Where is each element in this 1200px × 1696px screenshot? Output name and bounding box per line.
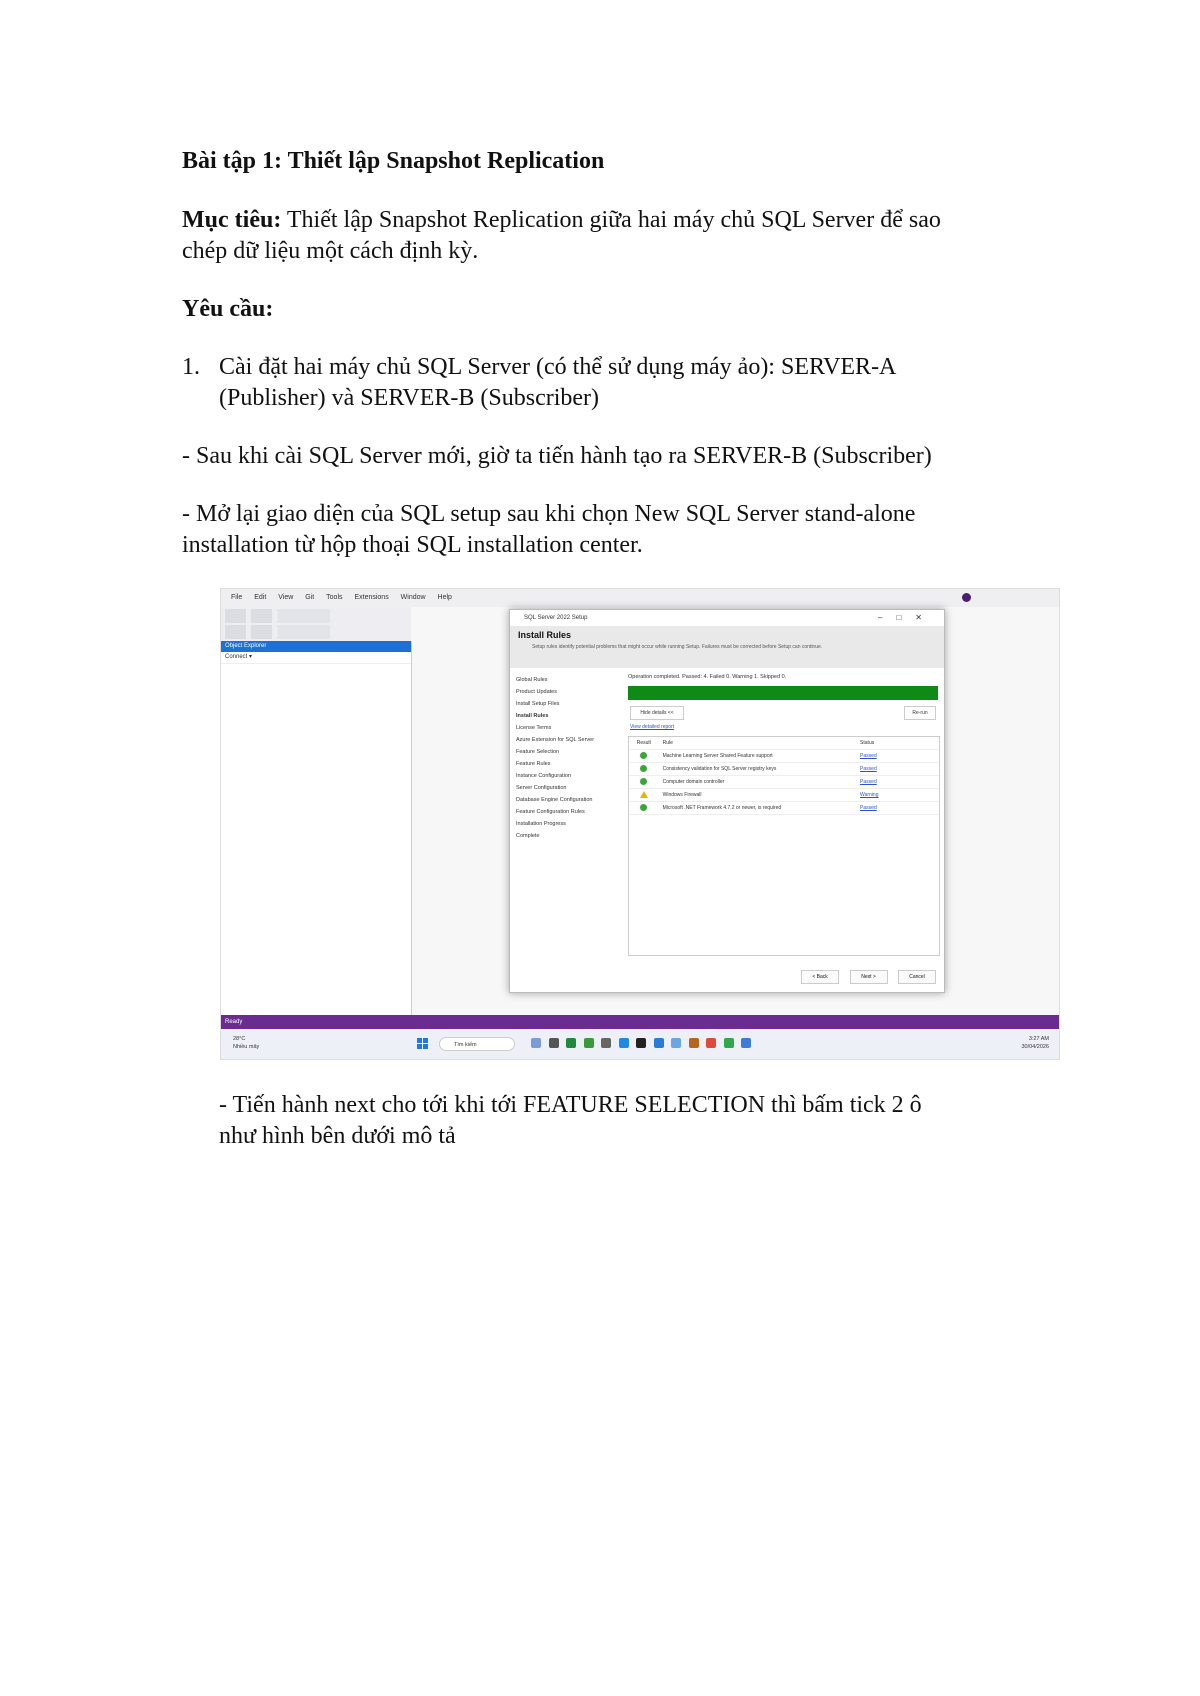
- table-row[interactable]: [629, 750, 939, 763]
- app-icon[interactable]: [724, 1038, 734, 1048]
- check-icon: [640, 752, 647, 759]
- step-item[interactable]: Azure Extension for SQL Server: [516, 737, 595, 743]
- table-row[interactable]: [629, 789, 939, 802]
- rule-status-link[interactable]: Warning: [860, 792, 879, 798]
- window-controls[interactable]: –□✕: [878, 613, 936, 622]
- view-report-link[interactable]: View detailed report: [630, 724, 675, 730]
- step-item[interactable]: Install Setup Files: [516, 701, 560, 707]
- weather-desc: Nhiều mây: [233, 1044, 260, 1050]
- avatar[interactable]: [962, 593, 971, 602]
- taskbar-clock[interactable]: [1021, 1035, 1049, 1051]
- cancel-button[interactable]: Cancel: [898, 970, 936, 984]
- hide-details-button[interactable]: Hide details <<: [630, 706, 684, 720]
- menu-item[interactable]: Tools: [326, 594, 343, 601]
- step-item[interactable]: Instance Configuration: [516, 773, 572, 779]
- list-number: 1.: [182, 354, 200, 380]
- menu-item[interactable]: Git: [305, 594, 315, 601]
- rule-status-link[interactable]: Passed: [860, 766, 877, 772]
- app-icon[interactable]: [689, 1038, 699, 1048]
- dialog-description: Setup rules identify potential problems that might occur while running Setup. Failures must be corrected before Setup can continue.: [532, 644, 823, 650]
- step-item[interactable]: License Terms: [516, 725, 552, 731]
- dialog-header: [510, 626, 944, 668]
- list-item-1-text: Cài đặt hai máy chủ SQL Server (có thể sử dụng máy ảo): SERVER-A: [219, 354, 897, 380]
- warning-icon: [640, 791, 648, 798]
- step-item[interactable]: Server Configuration: [516, 785, 567, 791]
- weather-temp: 28°C: [233, 1036, 246, 1042]
- step-item[interactable]: Complete: [516, 833, 540, 839]
- step-item-active[interactable]: Install Rules: [516, 713, 549, 719]
- objective-label: Mục tiêu:: [182, 207, 282, 233]
- objective-text-1: Thiết lập Snapshot Replication giữa hai máy chủ SQL Server để sao: [281, 207, 941, 233]
- col-result: Result: [636, 740, 651, 746]
- clock-date: 30/04/2026: [1021, 1044, 1049, 1050]
- requirements-label: Yêu cầu:: [182, 296, 274, 322]
- col-rule: Rule: [662, 740, 673, 746]
- menu-item[interactable]: Window: [400, 594, 426, 601]
- rule-name: Consistency validation for SQL Server registry keys: [662, 766, 777, 772]
- setup-dialog: [509, 609, 945, 993]
- paragraph-2-line-1: - Mở lại giao diện của SQL setup sau khi chọn New SQL Server stand-alone: [182, 501, 916, 527]
- app-icon[interactable]: [531, 1038, 541, 1048]
- next-button[interactable]: Next >: [850, 970, 888, 984]
- check-icon: [640, 804, 647, 811]
- rule-name: Windows Firewall: [662, 792, 702, 798]
- app-icon[interactable]: [549, 1038, 559, 1048]
- setup-steps: [516, 674, 616, 842]
- objective-line-2: chép dữ liệu một cách định kỳ.: [182, 238, 479, 264]
- table-row[interactable]: [629, 802, 939, 815]
- step-item[interactable]: Product Updates: [516, 689, 557, 695]
- rule-status-link[interactable]: Passed: [860, 805, 877, 811]
- rule-status-link[interactable]: Passed: [860, 753, 877, 759]
- dialog-footer: [795, 965, 936, 984]
- step-item[interactable]: Database Engine Configuration: [516, 797, 593, 803]
- start-icon[interactable]: [417, 1038, 428, 1049]
- app-icon[interactable]: [706, 1038, 716, 1048]
- dialog-heading: Install Rules: [518, 630, 572, 640]
- list-item-1-line-1: [182, 352, 896, 383]
- table-header: [629, 737, 939, 750]
- paragraph-3-line-2: như hình bên dưới mô tả: [219, 1123, 456, 1149]
- table-row[interactable]: [629, 776, 939, 789]
- status-bar: Ready: [221, 1015, 1059, 1029]
- paragraph-1: - Sau khi cài SQL Server mới, giờ ta tiến hành tạo ra SERVER-B (Subscriber): [182, 443, 932, 469]
- app-icon[interactable]: [741, 1038, 751, 1048]
- clock-time: 3:27 AM: [1028, 1036, 1049, 1042]
- embedded-screenshot: [220, 588, 1060, 1060]
- check-icon: [640, 765, 647, 772]
- list-item-1-line-2: (Publisher) và SERVER-B (Subscriber): [219, 385, 600, 411]
- rules-table: [628, 736, 940, 956]
- menu-item[interactable]: File: [231, 594, 243, 601]
- back-button[interactable]: < Back: [801, 970, 839, 984]
- taskbar-search[interactable]: Tìm kiếm: [439, 1037, 515, 1051]
- weather-widget[interactable]: [233, 1035, 259, 1051]
- rule-status-link[interactable]: Passed: [860, 779, 877, 785]
- taskbar: [221, 1029, 1059, 1059]
- objective-line-1: [182, 205, 941, 236]
- step-item[interactable]: Feature Configuration Rules: [516, 809, 585, 815]
- app-icon[interactable]: [601, 1038, 611, 1048]
- check-icon: [640, 778, 647, 785]
- app-icon[interactable]: [566, 1038, 576, 1048]
- menu-item[interactable]: View: [278, 594, 294, 601]
- rule-name: Microsoft .NET Framework 4.7.2 or newer, is required: [662, 805, 782, 811]
- dialog-title: SQL Server 2022 Setup: [524, 615, 588, 621]
- menu-item[interactable]: Extensions: [354, 594, 389, 601]
- table-row[interactable]: [629, 763, 939, 776]
- progress-bar: [628, 686, 938, 700]
- taskbar-apps: [531, 1038, 757, 1050]
- step-item[interactable]: Feature Rules: [516, 761, 551, 767]
- menu-item[interactable]: Edit: [254, 594, 267, 601]
- rerun-button[interactable]: Re-run: [904, 706, 936, 720]
- step-item[interactable]: Installation Progress: [516, 821, 566, 827]
- dialog-titlebar: [510, 610, 944, 626]
- app-icon[interactable]: [619, 1038, 629, 1048]
- step-item[interactable]: Feature Selection: [516, 749, 560, 755]
- rule-name: Computer domain controller: [662, 779, 725, 785]
- connect-button[interactable]: Connect ▾: [221, 652, 411, 664]
- step-item[interactable]: Global Rules: [516, 677, 548, 683]
- paragraph-3-line-1: - Tiến hành next cho tới khi tới FEATURE SELECTION thì bấm tick 2 ô: [219, 1092, 922, 1118]
- object-explorer: [221, 641, 412, 1015]
- app-icon[interactable]: [671, 1038, 681, 1048]
- object-explorer-title: Object Explorer: [221, 641, 411, 652]
- app-icon[interactable]: [636, 1038, 646, 1048]
- app-icon[interactable]: [654, 1038, 664, 1048]
- paragraph-2-line-2: installation từ hộp thoại SQL installation center.: [182, 532, 643, 558]
- menu-item[interactable]: Help: [437, 594, 452, 601]
- app-icon[interactable]: [584, 1038, 594, 1048]
- rules-panel: [628, 674, 938, 811]
- ssms-menubar: [221, 589, 1059, 607]
- operation-status: Operation completed. Passed: 4. Failed 0. Warning 1. Skipped 0.: [628, 674, 787, 680]
- rule-name: Machine Learning Server Shared Feature support: [662, 753, 773, 759]
- page-title: Bài tập 1: Thiết lập Snapshot Replication: [182, 148, 605, 174]
- col-status: Status: [860, 740, 875, 746]
